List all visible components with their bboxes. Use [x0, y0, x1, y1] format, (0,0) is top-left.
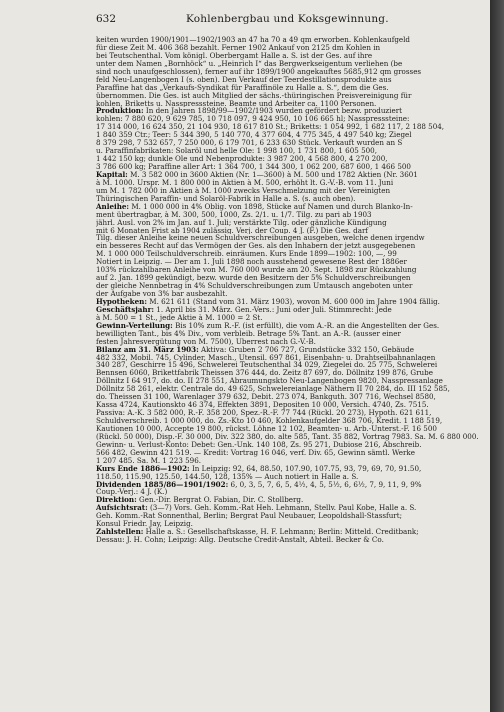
line-text: u. Paraffinfabrikaten: Solaröl und helle Öle: 1 998 100, 1 731 800, 1 605 500, — [96, 147, 377, 156]
text-line — [96, 163, 488, 171]
line-text: à M. 1000. Urspr. M. 1 800 000 in Aktien à M. 500, erhöht lt. G.-V.-B. vom 11. Juni — [96, 178, 394, 187]
line-text: Tilg. dieser Anleihe keine neuen Schuldverschreibungen ausgeben, welche denen irgendw — [96, 234, 425, 243]
line-text: M. 3 582 000 in 3600 Aktien (Nr. 1—3600) à M. 500 und 1782 Aktien (Nr. 3601 — [127, 170, 418, 179]
text-line — [96, 417, 488, 425]
line-text: Aktiva: Gruben 2 706 727, Grundstücke 332 150, Gebäude — [198, 345, 414, 354]
line-text: Passiva: A.-K. 3 582 000, R.-F. 358 200, Spez.-R.-F. 77 744 (Rückl. 20 273), Hypoth. 621 611, — [96, 409, 432, 417]
line-text: In Leipzig: 92, 64, 88.50, 107.90, 107.75, 93, 79, 69, 70, 91.50, — [189, 464, 422, 473]
text-line — [96, 187, 488, 195]
line-text: mit 6 Monaten Frist ab 1904 zulässig. Verj. der Coup. 4 J. (F.) Die Ges. darf — [96, 226, 369, 235]
text-line — [96, 314, 488, 322]
text-line — [96, 84, 488, 92]
section-heading: Zahlstellen: — [96, 528, 144, 537]
section-heading: Dividenden 1885/86—1901/1902: — [96, 480, 229, 489]
section-heading: Geschäftsjahr: — [96, 305, 155, 314]
line-text: unter dem Namen „Bornhöck“ u. „Heinrich I“ das Bergwerkseigentum verliehen (be — [96, 59, 403, 68]
text-line — [96, 179, 488, 187]
text-line — [96, 139, 488, 147]
text-line — [96, 306, 488, 314]
text-line — [96, 203, 488, 211]
line-text: Gen.-Dir. Bergrat O. Fabian, Dir. C. Stollberg. — [136, 496, 304, 505]
text-line — [96, 155, 488, 163]
text-line — [96, 250, 488, 258]
line-text: 340 287, Geschirre 15 496, Schwelerei Teutschenthal 34 029, Ziegelei do. 25 775, Schwelerei — [96, 361, 438, 370]
text-line — [96, 282, 488, 290]
line-text: 1 207 485. Sa. M. 1 223 596. — [96, 456, 202, 465]
text-line — [96, 100, 488, 108]
line-text: keiten wurden 1900/1901—1902/1903 an 47 ha 70 a 49 qm erworben. Kohlenkaufgeld — [96, 36, 410, 44]
line-text: ment übertragbar, à M. 300, 500, 1000, Zs. 2/1. u. 1/7. Tilg. zu pari ab 1903 — [96, 210, 372, 219]
text-line — [96, 44, 488, 52]
line-text: Döllnitz 58 261, elektr. Centrale do. 49 625, Schwelereianlage Näthern II 70 284, do. III 152 585, — [96, 385, 450, 394]
page-title: Kohlenbergbau und Koksgewinnung. — [186, 13, 389, 25]
text-line — [96, 68, 488, 76]
text-line — [96, 322, 488, 330]
text-line — [96, 504, 488, 512]
line-text: sind noch unaufgeschlossen), ferner auf ihr 1899/1900 angekauftes 5685,912 qm grosses — [96, 67, 422, 76]
line-text: bewilligten Tant., bis 4% Div., vom verbleib. Betrage 5% Tant. an A.-R. (ausser einer — [96, 329, 401, 338]
line-text: Thüringischen Paraffin- und Solaröl-Fabrik in Halle a. S. (s. auch oben). — [96, 194, 356, 203]
line-text: 103% rückzahlbaren Anleihe von M. 760 000 wurde am 20. Sept. 1898 zur Rückzahlung — [96, 266, 417, 275]
line-text: festen Jahresvergütung von M. 7500), Überrest nach G.-V.-B. — [96, 337, 316, 346]
line-text: Bennsen 6060, Brikettfabrik Theissen 376 444, do. Zeitz 87 697, do. Döllnitz 199 876, Grube — [96, 369, 433, 378]
page-edge-shadow — [490, 0, 504, 712]
line-text: der Aufgabe von 3% bar ausbezahlt. — [96, 290, 228, 298]
line-text: 1. April bis 31. März. Gen.-Vers.: Juni oder Juli. Stimmrecht: Jede — [154, 305, 392, 314]
line-text: ein besseres Recht auf das Vermögen der Ges. als den Inhabern der jetzt ausgegebenen — [96, 242, 416, 251]
line-text: (Rückl. 50 000), Disp.-F. 30 000, Div. 322 380, do. alte 585, Tant. 35 882, Vortrag 7983. Sa. M. 6 880 000. — [96, 432, 479, 441]
line-text: Konsul Friedr. Jay, Leipzig. — [96, 520, 193, 529]
text-line — [96, 528, 488, 536]
text-line — [96, 258, 488, 266]
text-line — [96, 457, 488, 465]
line-text: jährl. Ausl. von 2% im Jan. auf 1. Juli; verstärkte Tilg. oder gänzliche Kündigung — [96, 218, 387, 227]
line-text: um M. 1 782 000 in Aktien à M. 1000 zwecks Verschmelzung mit der Vereinigten — [96, 186, 391, 195]
text-line — [96, 361, 488, 369]
text-line — [96, 346, 488, 354]
line-text: 8 379 298, 7 532 657, 7 250 000, 6 179 701, 6 233 630 Stück. Verkauft wurden an S — [96, 139, 403, 148]
line-text: kohlen: 7 880 620, 9 629 785, 10 718 097, 9 424 950, 10 106 665 hl; Nasspresssteine: — [96, 115, 410, 124]
line-text: 1 840 359 Ctr.; Teer: 5 344 390, 5 140 770, 4 377 604, 4 775 345, 4 497 540 kg; Ziegel — [96, 131, 412, 140]
text-line — [96, 36, 488, 44]
line-text: für diese Zeit M. 406 368 bezahlt. Ferner 1902 Ankauf von 2125 dm Kohlen in — [96, 43, 381, 52]
text-line — [96, 60, 488, 68]
page-header — [96, 13, 476, 27]
section-heading: Bilanz am 31. März 1903: — [96, 345, 199, 354]
line-text: übernommen. Die Ges. ist auch Mitglied der sächs.-thüringischen Preisvereinigung für — [96, 91, 412, 100]
text-line — [96, 76, 488, 84]
text-line — [96, 115, 488, 123]
line-text: M. 1 000 000 Teilschuldverschreib. einräumen. Kurs Ende 1899—1902: 100, —, 99 — [96, 250, 397, 259]
line-text: à M. 500 = 1 St., jede Aktie à M. 1000 = 2 St. — [96, 313, 263, 322]
text-line — [96, 473, 488, 481]
line-text: 6, 0, 3, 5, 7, 6, 5, 4½, 4, 5, 5½, 6, 6½, 7, 9, 11, 9, 9% — [228, 480, 422, 489]
text-line — [96, 330, 488, 338]
line-text: 482 332, Mobil. 745, Cylinder, Masch., Utensil. 697 861, Eisenbahn- u. Drahtseilbahnanlagen — [96, 353, 436, 362]
text-line — [96, 274, 488, 282]
line-text: Döllnitz I 64 917, do. do. II 278 551, Abraumungskto Neu-Langenbogen 9820, Nasspressanlage — [96, 377, 443, 386]
text-line — [96, 219, 488, 227]
text-line — [96, 536, 488, 544]
text-line — [96, 496, 488, 504]
section-heading: Kapital: — [96, 170, 128, 179]
text-line — [96, 123, 488, 131]
section-heading: Produktion: — [96, 107, 144, 116]
text-line — [96, 512, 488, 520]
line-text: Gewinn- u. Verlust-Konto: Debet: Gen.-Unk. 140 108, Zs. 95 271, Dubiose 216, Abschreib. — [96, 440, 422, 449]
line-text: 566 482, Gewinn 421 519. — Kredit: Vortrag 16 046, verf. Div. 65, Gewinn sämtl. Werke — [96, 448, 415, 457]
line-text: kohlen, Briketts u. Nasspresssteine. Beamte und Arbeiter ca. 1100 Personen. — [96, 99, 377, 108]
line-text: der gleiche Nennbetrag in 4% Schuldverschreibungen zum Umtausch angeboten unter — [96, 282, 413, 290]
line-text: Geh. Komm.-Rat Sonnenthal, Berlin; Bergrat Paul Neubauer, Leopoldshall-Stassfurt; — [96, 512, 402, 521]
section-heading: Hypotheken: — [96, 297, 148, 306]
text-line — [96, 92, 488, 100]
text-line — [96, 227, 488, 235]
line-text: Coup.-Verj.: 4 J. (K.) — [96, 488, 168, 497]
section-heading: Aufsichtsrat: — [96, 504, 148, 513]
text-line — [96, 131, 488, 139]
text-line — [96, 52, 488, 60]
text-line — [96, 441, 488, 449]
text-line — [96, 211, 488, 219]
text-line — [96, 481, 488, 489]
line-text: Bis 10% zum R.-F. (ist erfüllt), die vom A.-R. an die Angestellten der Ges. — [172, 321, 440, 330]
text-line — [96, 520, 488, 528]
line-text: 118.50, 115.90, 125.50, 144.50, 128, 135% — Auch notiert in Halle a. S. — [96, 472, 359, 481]
section-heading: Direktion: — [96, 496, 137, 505]
text-line — [96, 393, 488, 401]
text-line — [96, 242, 488, 250]
line-text: M. 621 611 (Stand vom 31. März 1903), wovon M. 600 000 im Jahre 1904 fällig. — [147, 297, 440, 306]
text-line — [96, 147, 488, 155]
line-text: feld Neu-Langenbogen I (s. oben). Den Verkauf der Teerdestillationsprodukte aus — [96, 75, 392, 84]
text-line — [96, 377, 488, 385]
text-line — [96, 449, 488, 457]
section-heading: Anleihe: — [96, 202, 130, 211]
line-text: Notiert in Leipzig. — Der am 1. Juli 1898 noch ausstehend gewesene Rest der 1886er — [96, 258, 407, 267]
section-heading: Gewinn-Verteilung: — [96, 321, 173, 330]
text-line — [96, 338, 488, 346]
text-line — [96, 409, 488, 417]
line-text: Kautionen 10 000, Accepte 19 800, rückst. Löhne 12 102, Beamten- u. Arb.-Unterst.-F. 16 500 — [96, 424, 437, 433]
text-line — [96, 401, 488, 409]
page-number: 632 — [96, 13, 117, 25]
text-line — [96, 354, 488, 362]
section-heading: Kurs Ende 1886—1902: — [96, 464, 190, 473]
text-line — [96, 298, 488, 306]
line-text: auf 2. Jan. 1899 gekündigt, bezw. wurde den Besitzern der 5% Schuldverschreibungen — [96, 274, 411, 283]
line-text: 17 314 000, 16 624 350, 21 104 930, 18 617 810 St.; Briketts: 1 054 992, 1 682 117, 2 188 504, — [96, 123, 445, 132]
line-text: M. 1 000 000 in 4% Oblig. von 1898, Stücke auf Namen und durch Blanko-In- — [129, 202, 413, 211]
line-text: Paraffine hat das „Verkaufs-Syndikat für Paraffinöle zu Halle a. S.“, dem die Ges. — [96, 83, 389, 92]
text-line — [96, 433, 488, 441]
text-line — [96, 488, 488, 496]
text-line — [96, 107, 488, 115]
line-text: Halle a. S.: Gesellschaftskasse, H. F. Lehmann; Berlin: Mitteld. Creditbank; — [143, 528, 419, 537]
text-line — [96, 171, 488, 179]
line-text: 1 442 150 kg; dunkle Öle und Nebenprodukte: 3 987 200, 4 568 800, 4 270 200, — [96, 155, 388, 163]
line-text: In den Jahren 1898/99—1902/1903 wurden gefördert bezw. produziert — [143, 107, 402, 116]
line-text: Dessau: J. H. Cohn; Leipzig: Allg. Deutsche Credit-Anstalt, Abteil. Becker & Co. — [96, 536, 384, 544]
text-line — [96, 290, 488, 298]
line-text: do. Theissen 31 100, Warenlager 379 632, Debit. 273 074, Bankguth. 307 716, Wechsel 8580, — [96, 393, 436, 402]
text-line — [96, 266, 488, 274]
text-line — [96, 234, 488, 242]
line-text: (3—7) Vors. Geh. Komm.-Rat Heh. Lehmann, Stellv. Paul Kobe, Halle a. S. — [147, 504, 417, 513]
text-line — [96, 195, 488, 203]
text-line — [96, 385, 488, 393]
text-line — [96, 369, 488, 377]
line-text: Kassa 4724, Kautionskto 46 374, Effekten 3891, Depositen 10 000, Versich. 4740, Zs. 7515. — [96, 401, 429, 410]
body-text — [96, 36, 488, 544]
text-line — [96, 465, 488, 473]
line-text: 3 786 600 kg; Paraffine aller Art: 1 364 700, 1 344 300, 1 062 200, 687 600, 1 466 500 — [96, 163, 411, 171]
line-text: bei Teutschenthal. Vom königl. Oberbergamt Halle a. S. ist der Ges. auf ihre — [96, 51, 373, 60]
line-text: Schuldverschreib. 1 000 000, do. Zs.-Kto 10 460, Kohlenkaufgelder 368 706, Kredit. 1 188 519, — [96, 417, 443, 425]
text-line — [96, 425, 488, 433]
